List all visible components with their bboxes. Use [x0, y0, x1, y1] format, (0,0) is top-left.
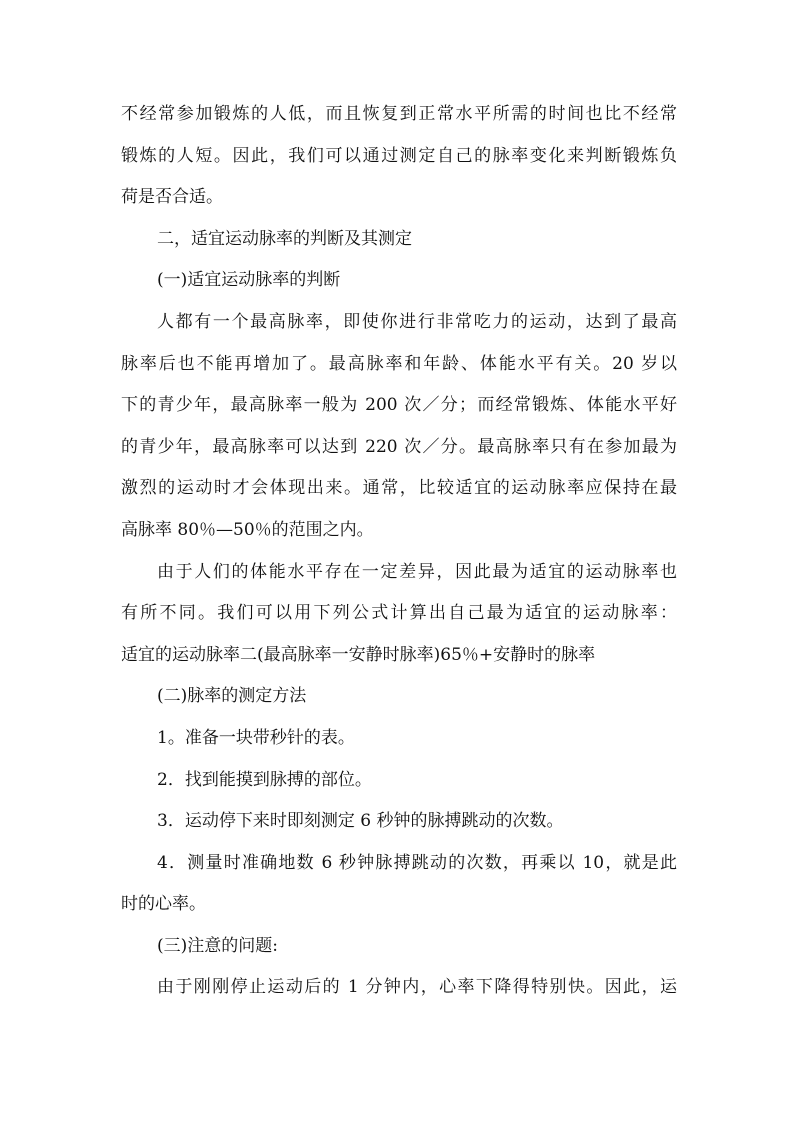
- paragraph-line: 的青少年，最高脉率可以达到 220 次／分。最高脉率只有在参加最为: [121, 436, 677, 457]
- paragraph-line: 高脉率 80％—50％的范围之内。: [121, 519, 374, 540]
- subsection-heading: (二)脉率的测定方法: [157, 686, 307, 707]
- subsection-heading: (一)适宜运动脉率的判断: [157, 270, 341, 291]
- list-item: 1。准备一块带秒针的表。: [157, 727, 355, 748]
- section-heading: 二，适宜运动脉率的判断及其测定: [157, 228, 412, 249]
- paragraph-line: 脉率后也不能再增加了。最高脉率和年龄、体能水平有关。20 岁以: [121, 353, 677, 374]
- paragraph-line: 激烈的运动时才会体现出来。通常，比较适宜的运动脉率应保持在最: [121, 478, 677, 499]
- subsection-heading: (三)注意的问题:: [157, 935, 278, 956]
- paragraph-line: 不经常参加锻炼的人低，而且恢复到正常水平所需的时间也比不经常: [121, 104, 677, 124]
- paragraph-line: 人都有一个最高脉率，即使你进行非常吃力的运动，达到了最高: [157, 311, 677, 332]
- formula-line: 适宜的运动脉率二(最高脉率一安静时脉率)65％+安静时的脉率: [121, 644, 596, 665]
- document-body: [121, 94, 677, 1009]
- paragraph-line: 由于刚刚停止运动后的 1 分钟内，心率下降得特别快。因此，运: [157, 977, 677, 998]
- paragraph-line: 荷是否合适。: [121, 187, 223, 208]
- paragraph-line: 下的青少年，最高脉率一般为 200 次／分；而经常锻炼、体能水平好: [121, 395, 677, 416]
- list-item: 2．找到能摸到脉搏的部位。: [157, 769, 372, 790]
- list-item-continuation: 时的心率。: [121, 894, 206, 915]
- paragraph-line: 由于人们的体能水平存在一定差异，因此最为适宜的运动脉率也: [157, 561, 677, 582]
- list-item: 3．运动停下来时即刻测定 6 秒钟的脉搏跳动的次数。: [157, 811, 564, 832]
- paragraph-line: 有所不同。我们可以用下列公式计算出自己最为适宜的运动脉率：: [121, 603, 677, 624]
- list-item: 4．测量时准确地数 6 秒钟脉搏跳动的次数，再乘以 10，就是此: [157, 852, 677, 873]
- paragraph-line: 锻炼的人短。因此，我们可以通过测定自己的脉率变化来判断锻炼负: [121, 145, 677, 166]
